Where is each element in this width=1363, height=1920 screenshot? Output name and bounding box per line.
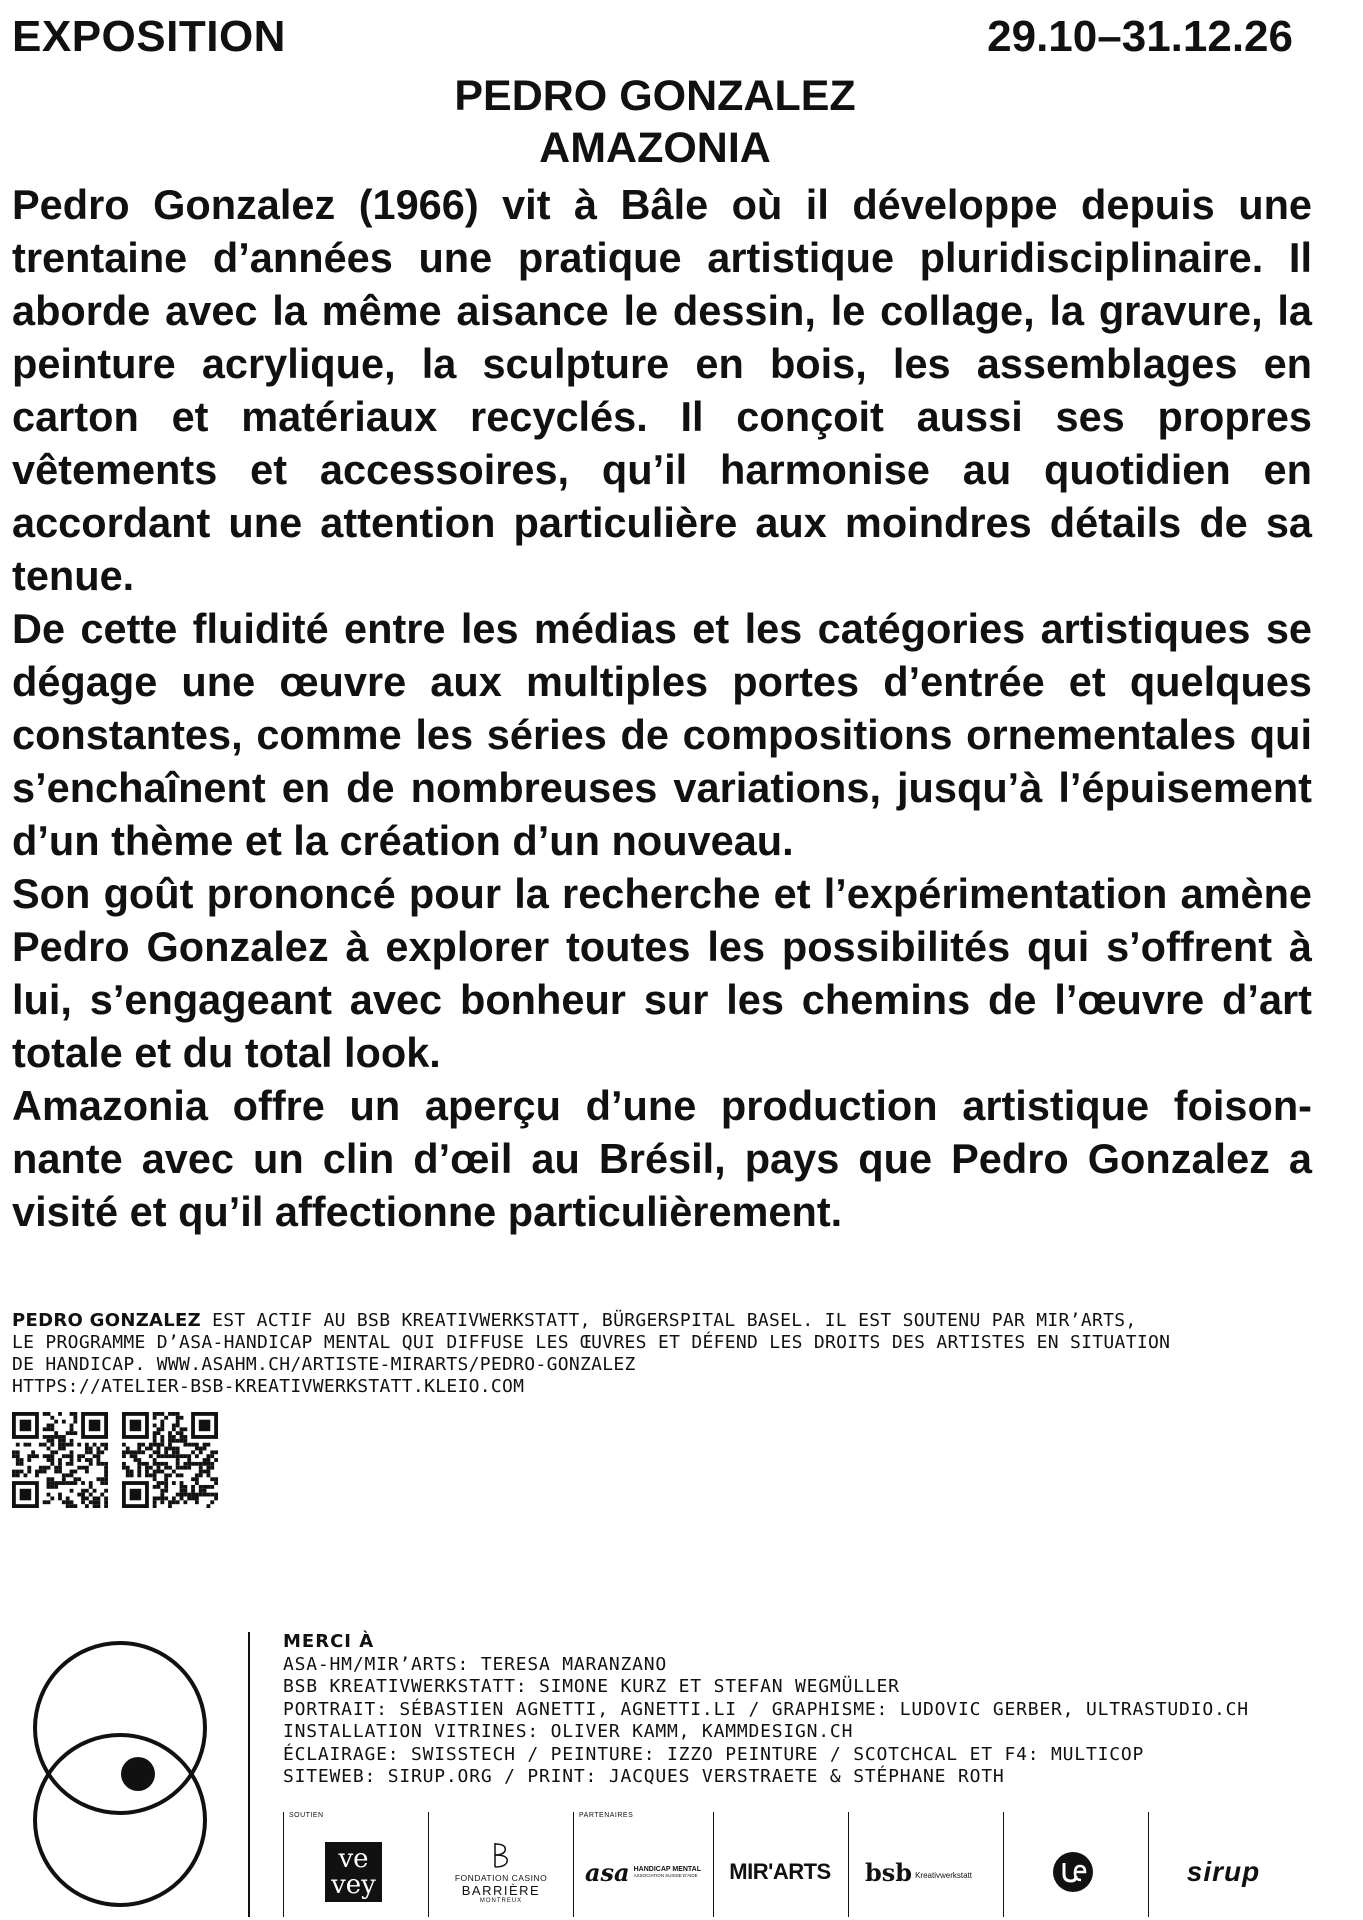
credits-line-1: EST ACTIF AU BSB KREATIVWERKSTATT, BÜRGERSPITAL BASEL. IL EST SOUTENU PAR MIR’ARTS, [201,1310,1137,1331]
sponsor-divider [428,1812,429,1917]
title-block [0,70,1310,174]
partners-caption: PARTENAIRES [579,1812,634,1819]
ue-logo [1005,1832,1140,1912]
thanks-line: SITEWEB: SIRUP.ORG / PRINT: JACQUES VERSTRAETE & STÉPHANE ROTH [283,1766,1005,1787]
credits-artist-name: PEDRO GONZALEZ [12,1310,201,1331]
thanks-title: MERCI À [283,1631,375,1652]
body-text [12,178,1312,1238]
mirarts-logo [715,1832,845,1912]
credits-line-2: LE PROGRAMME D’ASA-HANDICAP MENTAL QUI DIFFUSE LES ŒUVRES ET DÉFEND LES DROITS DES ARTISTES EN SITUATION [12,1332,1171,1353]
mirarts-wordmark: MIR'ARTS [729,1859,831,1884]
sponsor-divider [1148,1812,1149,1917]
paragraph-3: Son goût prononcé pour la recherche et l’expérimentation amène Pedro Gonzalez à explorer toutes les possibilités qui s’offrent à lui, s’engageant avec bonheur sur les chemins de l’œuvre d’art totale et du total look. [12,870,1312,1076]
sponsor-divider [713,1812,714,1917]
exhibition-dates: 29.10–31.12.26 [987,12,1293,61]
sirup-wordmark: sirup [1186,1856,1261,1887]
thanks-line: ASA-HM/MIR’ARTS: TERESA MARANZANO [283,1653,668,1675]
vevey-bottom: vey [331,1870,376,1900]
sponsor-divider [1003,1812,1004,1917]
casino-line-1: FONDATION CASINO [454,1872,548,1883]
qr-code-kleio[interactable] [122,1412,218,1508]
qr-code-icon [122,1412,218,1508]
sponsors-strip [283,1812,1298,1917]
thanks-block [283,1631,1249,1789]
sirup-logo [1151,1832,1296,1912]
support-caption: SOUTIEN [289,1812,324,1819]
credits-block [12,1310,1312,1398]
sirup-eye-logo-icon [28,1632,213,1917]
vevey-top: ve [338,1844,369,1874]
casino-b-emblem-icon [490,1841,512,1869]
thanks-line: INSTALLATION VITRINES: OLIVER KAMM, KAMMDESIGN.CH [283,1721,854,1742]
casino-line-3: MONTREUX [479,1897,523,1904]
credits-line-4[interactable]: HTTPS://ATELIER-BSB-KREATIVWERKSTATT.KLEIO.COM [12,1376,525,1397]
asa-handicap-logo [578,1832,708,1912]
paragraph-2: De cette fluidité entre les médias et les catégories artistiques se dégage une œuvre aux multiples portes d’entrée et quelques constantes, comme les séries de compositions ornementales qui s’enchaînent en de nombreuses variations, jusqu’à l’épuisement d’un thème et la création d’un nouveau. [12,605,1312,864]
thanks-line: BSB KREATIVWERKSTATT: SIMONE KURZ ET STEFAN WEGMÜLLER [283,1676,900,1697]
vertical-divider [248,1632,250,1917]
thanks-line: ÉCLAIRAGE: SWISSTECH / PEINTURE: IZZO PEINTURE / SCOTCHCAL ET F4: MULTICOP [283,1743,1145,1765]
thanks-line: PORTRAIT: SÉBASTIEN AGNETTI, AGNETTI.LI / GRAPHISME: LUDOVIC GERBER, ULTRASTUDIO.CH [283,1698,1249,1720]
ue-badge-icon [1051,1850,1095,1894]
paragraph-4: Amazonia offre un aperçu d’une production artistique foisonnante avec un clin d’œil au Brésil, pays que Pedro Gonzalez a visité et qu’il affectionne particulièrement. [12,1082,1312,1235]
casino-barriere-logo [431,1832,571,1912]
bsb-sub: Kreativwerkstatt [915,1870,972,1880]
bsb-wordmark: bsb [865,1857,913,1887]
asa-sub-2: ASSOCIATION SUISSE D'AIDE [633,1873,698,1878]
casino-line-2: BARRIÈRE [461,1882,541,1898]
credits-line-3[interactable]: DE HANDICAP. WWW.ASAHM.CH/ARTISTE-MIRARTS/PEDRO-GONZALEZ [12,1354,636,1375]
artist-name: PEDRO GONZALEZ [454,72,856,120]
qr-code-asahm[interactable] [12,1412,108,1508]
exposition-label: EXPOSITION [12,12,286,61]
paragraph-1: Pedro Gonzalez (1966) vit à Bâle où il développe depuis une trentaine d’années une pratique artistique pluridisciplinaire. Il aborde avec la même aisance le dessin, le collage, la gravure, la peinture acrylique, la sculpture en bois, les assemblages en carton et matériaux recyclés. Il conçoit aussi ses propres vêtements et accessoires, qu’il harmonise au quotidien en accordant une attention particulière aux moindres détails de sa tenue. [12,181,1312,599]
bsb-logo [851,1832,986,1912]
sponsor-divider [283,1812,284,1917]
asa-wordmark: asa [584,1857,630,1887]
exhibition-title: AMAZONIA [539,124,771,172]
qr-code-icon [12,1412,108,1508]
asa-sub-1: HANDICAP MENTAL [633,1866,702,1873]
vevey-logo [291,1832,416,1912]
sponsor-divider [573,1812,574,1917]
sponsor-divider [848,1812,849,1917]
